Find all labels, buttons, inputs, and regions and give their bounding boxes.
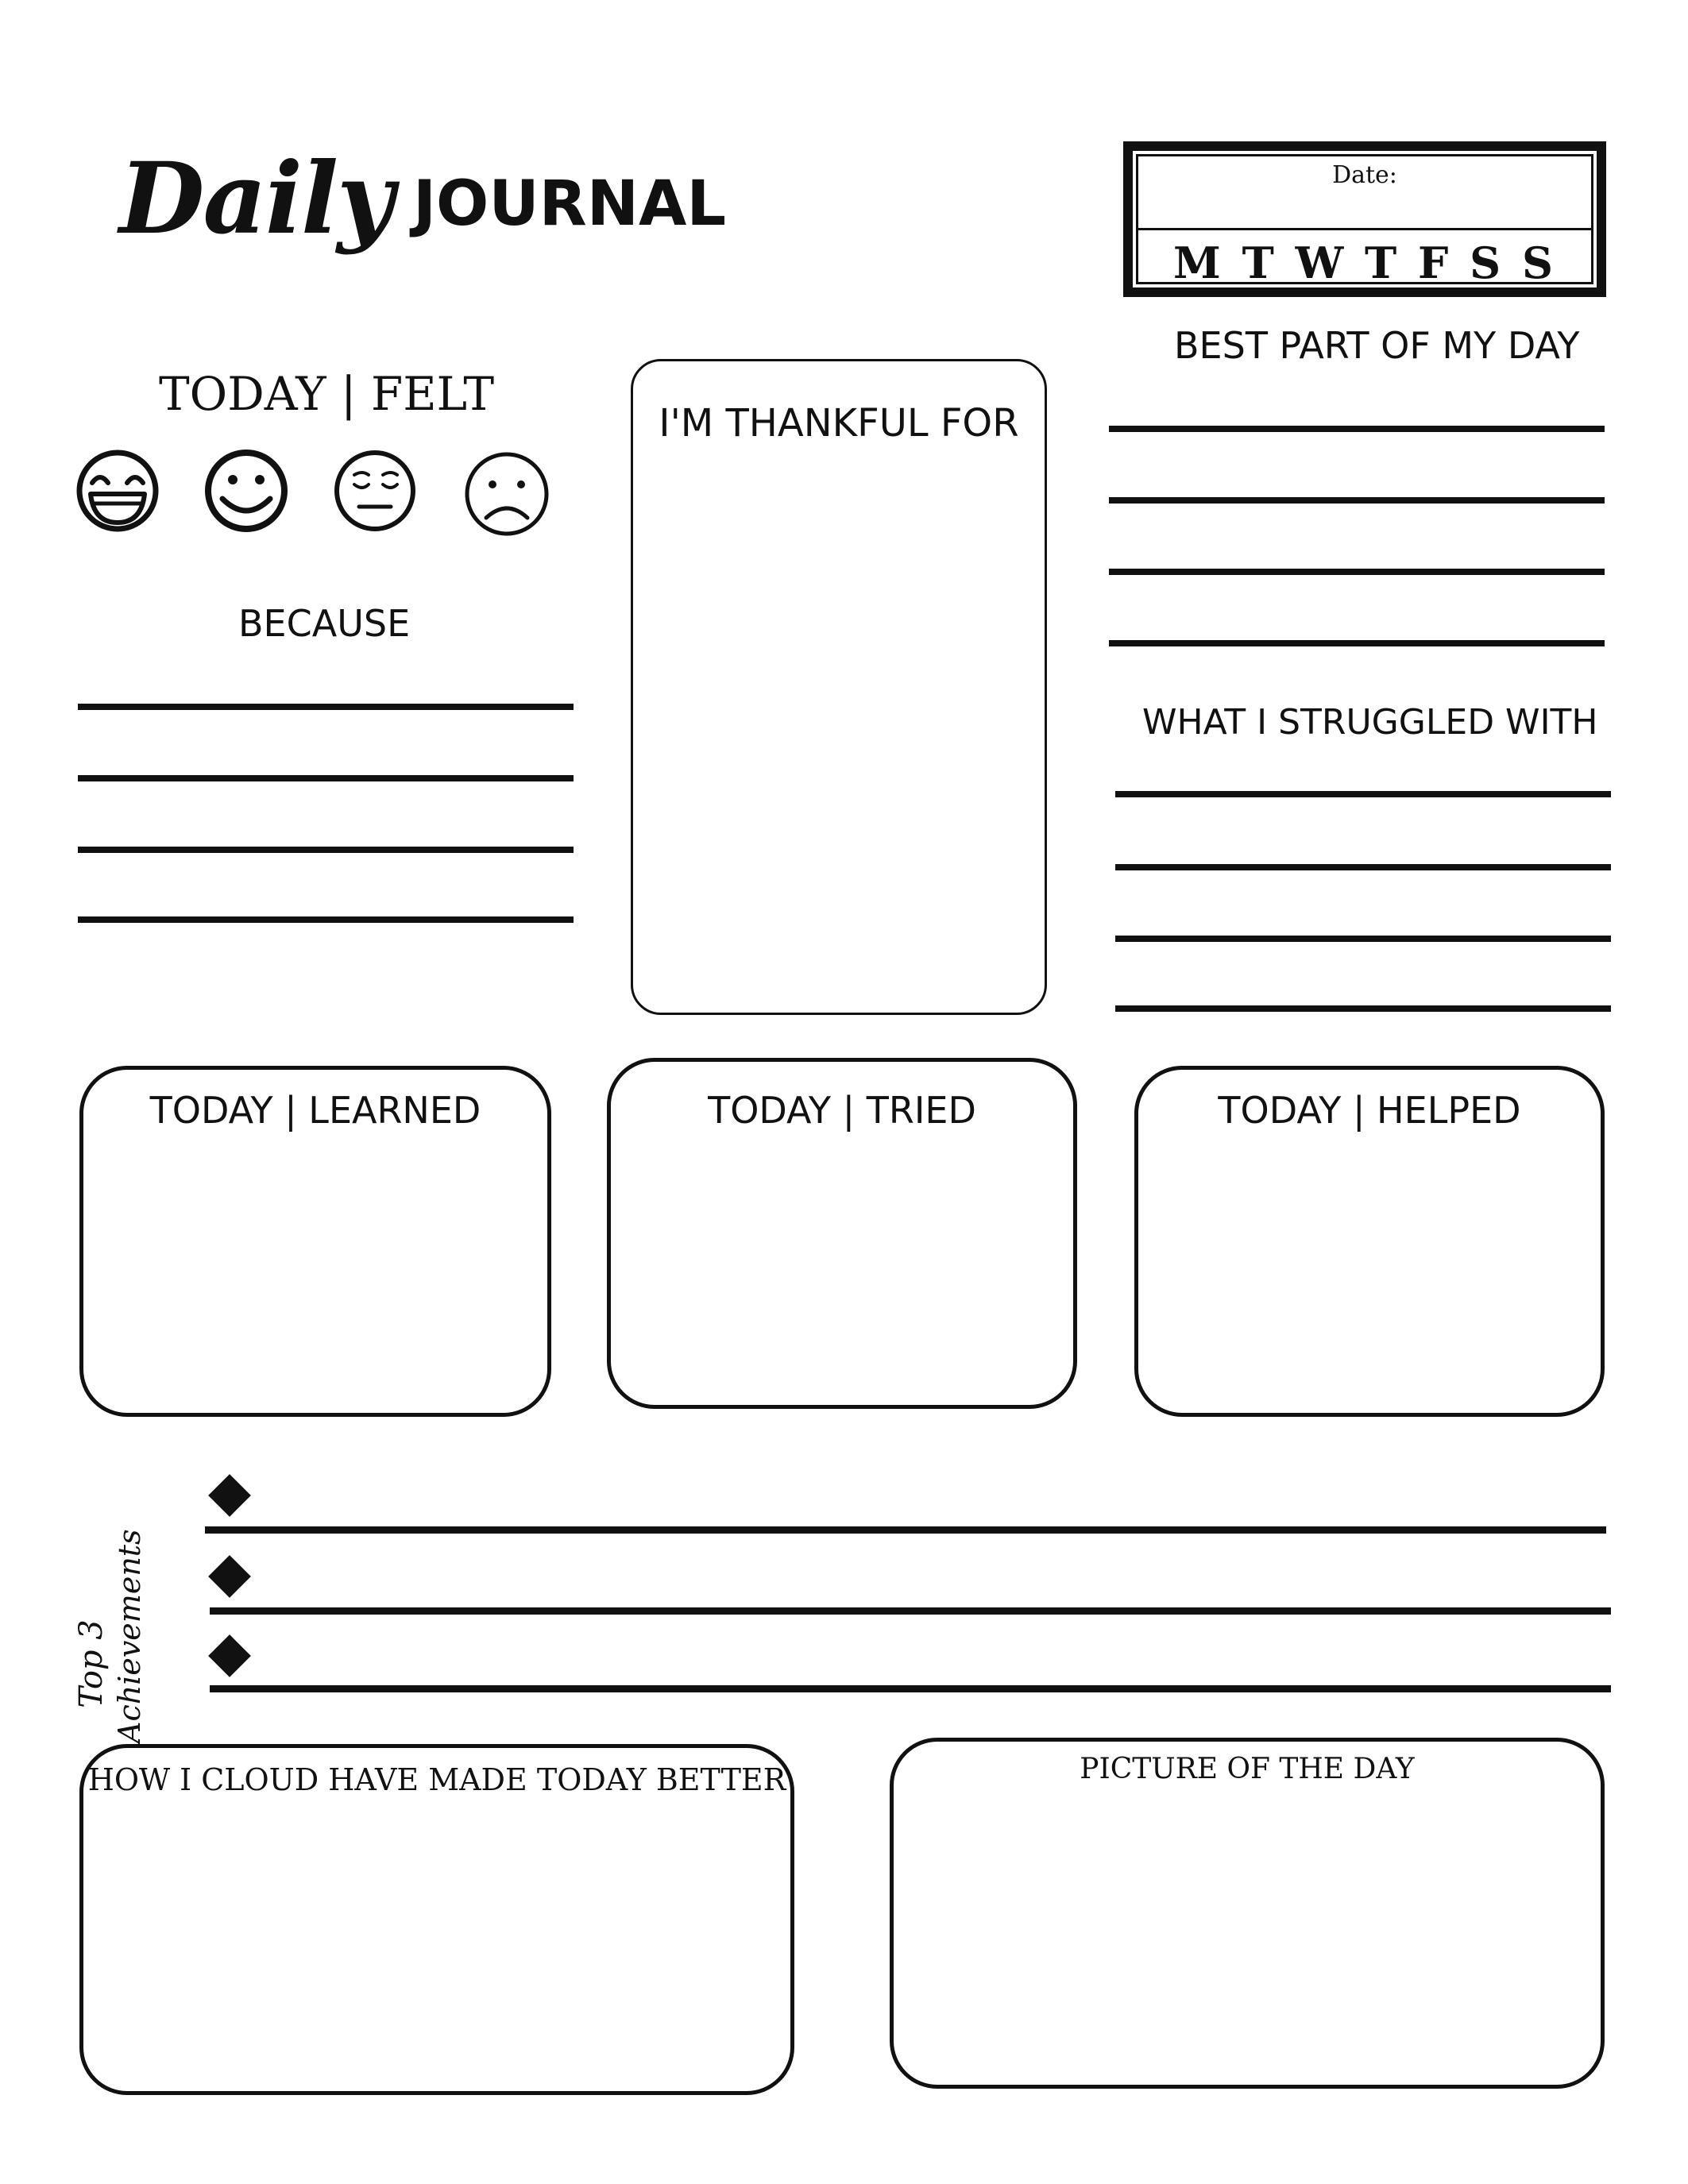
neutral-face-icon[interactable] xyxy=(337,453,413,529)
big-smile-face-icon[interactable] xyxy=(79,453,156,529)
best-part-heading: BEST PART OF MY DAY xyxy=(1174,324,1580,367)
achievement-bullet-1 xyxy=(208,1474,251,1517)
sad-face-icon[interactable] xyxy=(467,454,547,534)
struggled-heading: WHAT I STRUGGLED WITH xyxy=(1142,702,1598,743)
best-part-line-4[interactable] xyxy=(1109,640,1605,646)
struggled-line-3[interactable] xyxy=(1115,936,1611,942)
mood-heading: TODAY | FELT xyxy=(159,367,495,421)
because-line-2[interactable] xyxy=(78,775,574,781)
date-divider xyxy=(1138,228,1591,230)
best-part-line-2[interactable] xyxy=(1109,497,1605,504)
because-heading: BECAUSE xyxy=(238,602,411,645)
achievement-line-1[interactable] xyxy=(205,1526,1606,1534)
thankful-box[interactable] xyxy=(631,359,1047,1015)
because-line-1[interactable] xyxy=(78,704,574,710)
struggled-line-2[interactable] xyxy=(1115,864,1611,870)
date-label: Date: xyxy=(1332,161,1397,189)
because-line-4[interactable] xyxy=(78,916,574,923)
mood-faces xyxy=(71,445,564,548)
achievement-line-2[interactable] xyxy=(210,1607,1611,1615)
because-line-3[interactable] xyxy=(78,847,574,853)
helped-box[interactable] xyxy=(1134,1066,1605,1417)
tried-heading: TODAY | TRIED xyxy=(708,1089,976,1132)
struggled-line-1[interactable] xyxy=(1115,791,1611,797)
better-heading: HOW I CLOUD HAVE MADE TODAY BETTER xyxy=(87,1762,786,1797)
achievements-label xyxy=(72,1529,160,1743)
achievement-bullet-2 xyxy=(208,1555,251,1598)
struggled-line-4[interactable] xyxy=(1115,1005,1611,1012)
learned-box[interactable] xyxy=(79,1066,551,1417)
achievement-line-3[interactable] xyxy=(210,1685,1611,1692)
tried-box[interactable] xyxy=(607,1058,1077,1409)
title-block: JOURNAL xyxy=(413,168,727,240)
achievement-bullet-3 xyxy=(208,1634,251,1677)
helped-heading: TODAY | HELPED xyxy=(1218,1089,1521,1132)
thankful-heading: I'M THANKFUL FOR xyxy=(659,401,1019,446)
achievements-label-line2: Achievements xyxy=(112,1529,147,1743)
date-box xyxy=(1123,141,1606,297)
best-part-line-3[interactable] xyxy=(1109,569,1605,575)
date-box-inner xyxy=(1136,154,1593,288)
title-script: Daily xyxy=(119,141,393,257)
picture-box[interactable] xyxy=(890,1738,1605,2089)
achievements-label-line1: Top 3 xyxy=(73,1619,110,1708)
weekday-letters: M T W T F S S xyxy=(1173,237,1556,288)
picture-heading: PICTURE OF THE DAY xyxy=(1080,1753,1415,1785)
better-box[interactable] xyxy=(79,1744,794,2095)
best-part-line-1[interactable] xyxy=(1109,426,1605,432)
smile-face-icon[interactable] xyxy=(208,453,284,529)
learned-heading: TODAY | LEARNED xyxy=(149,1089,481,1132)
